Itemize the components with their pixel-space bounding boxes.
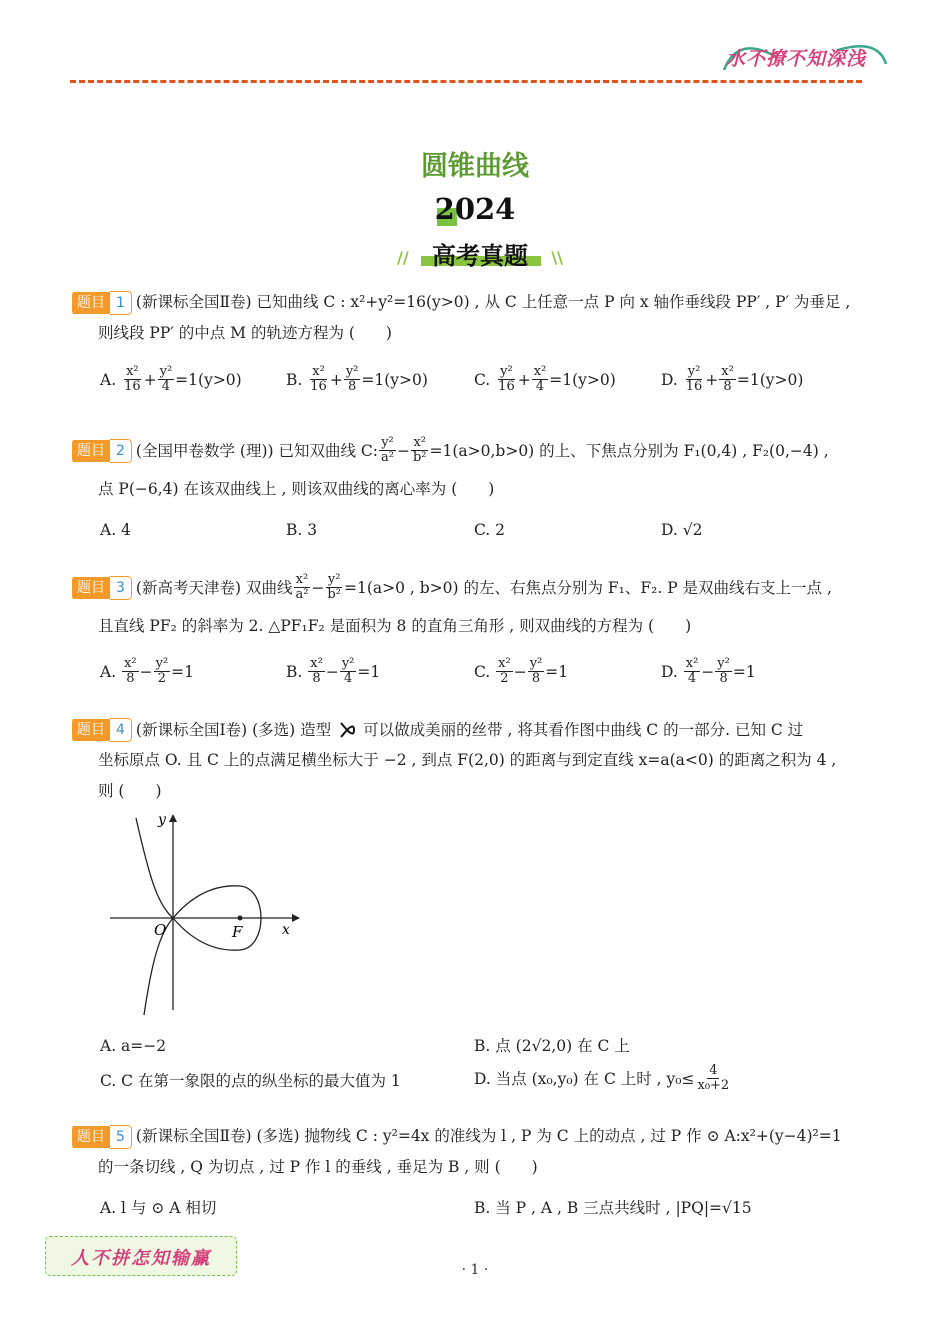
x-axis-arrow-icon: [292, 914, 300, 922]
question-4-line3: 则 ( ): [98, 782, 162, 800]
page-title: 圆锥曲线: [421, 151, 529, 182]
option-a: A. $\frac{\text{x²}}{8}$ − $\frac{\text{y²}}{2}$ =1: [100, 656, 195, 686]
curve-graph: [100, 810, 310, 1020]
fraction: $\frac{\text{y²}}{4}$: [159, 364, 173, 394]
option-b: B. 3: [286, 521, 318, 539]
fraction: $\frac{\text{y²}}{16}$: [498, 364, 515, 394]
question-1-line2: 则线段 PP′ 的中点 M 的轨迹方程为 ( ): [98, 324, 392, 342]
brand-top-text: 水不撩不知深浅: [726, 48, 867, 70]
option-a: A. $\frac{\text{x²}}{16}$ + $\frac{\text{y²}}{4}$ =1(y>0): [100, 364, 242, 394]
option-b: B. 当 P , A , B 三点共线时 , |PQ|=√15: [474, 1199, 752, 1217]
fraction: $\frac{\text{y²}}{16}$: [685, 364, 703, 394]
section-title: 高考真题: [432, 242, 528, 270]
option-d: D. 当点 (x₀,y₀) 在 C 上时 , y₀≤ $\frac{4}{\text{x₀+2}}$: [474, 1063, 730, 1093]
origin-label: O: [154, 921, 167, 939]
brand-top-logo: [718, 40, 893, 80]
fraction: $\frac{\text{x²}}{16}$: [310, 364, 327, 394]
fraction: $\frac{\text{y²}}{4}$: [341, 656, 355, 686]
question-badge: 题目 3: [72, 576, 132, 600]
y-axis-label: y: [158, 812, 166, 828]
focus-point: [238, 916, 243, 921]
question-2-text-cont: =1(a>0,b>0) 的上、下焦点分别为 F₁(0,4) , F₂(0,−4) ,: [429, 441, 829, 460]
y-axis-arrow-icon: [169, 814, 177, 822]
option-c: C. $\frac{\text{x²}}{2}$ − $\frac{\text{y²}}{8}$ =1: [474, 656, 569, 686]
option-c: C. $\frac{\text{y²}}{16}$ + $\frac{\text{x²}}{4}$ =1(y>0): [474, 364, 616, 394]
question-badge: 题目 2: [72, 439, 132, 463]
fraction: $\frac{\text{x²}}{4}$: [685, 656, 699, 686]
fraction: $\frac{\text{y²}}{8}$: [717, 656, 730, 686]
fraction: $\frac{\text{x²}}{8}$: [310, 656, 323, 686]
question-5-line2: 的一条切线 , Q 为切点 , 过 P 作 l 的垂线 , 垂足为 B , 则 ( ): [98, 1158, 538, 1176]
question-5-text: (新课标全国Ⅱ卷) (多选) 抛物线 C : y²=4x 的准线为 l , P 为 C 上的动点 , 过 P 作 ⊙ A:x²+(y−4)²=1: [135, 1127, 842, 1145]
question-3: 题目 3 (新高考天津卷) 双曲线 $\frac{\text{x²}}{\text{a²}}$ − $\frac{\text{y²}}{\text{b²}}$ =1(a>0 , b>0) 的左、右焦点分别为 F₁、F₂. P 是双曲线右支上一点 ,: [72, 573, 832, 602]
question-5: [72, 1125, 842, 1149]
question-1: [72, 291, 850, 315]
ribbon-icon: [337, 721, 357, 739]
slash-decoration-icon: //: [397, 248, 409, 267]
fraction: $\frac{\text{x²}}{\text{a²}}$: [295, 572, 309, 602]
option-b: B. 点 (2√2,0) 在 C 上: [474, 1037, 630, 1055]
option-d: D. $\frac{\text{x²}}{4}$ − $\frac{\text{y²}}{8}$ =1: [661, 656, 756, 686]
question-1-text: (新课标全国Ⅱ卷) 已知曲线 C : x²+y²=16(y>0) , 从 C 上任意一点 P 向 x 轴作垂线段 PP′ , P′ 为垂足 ,: [135, 293, 851, 311]
page-number: · 1 ·: [461, 1262, 489, 1278]
question-2-line2: 点 P(−6,4) 在该双曲线上 , 则该双曲线的离心率为 ( ): [98, 480, 495, 498]
option-c: C. 2: [474, 521, 506, 539]
option-b: B. $\frac{\text{x²}}{8}$ − $\frac{\text{y²}}{4}$ =1: [286, 656, 381, 686]
section-heading: [395, 236, 565, 272]
question-3-text: (新高考天津卷) 双曲线: [135, 578, 293, 597]
fraction: $\frac{4}{\text{x₀+2}}$: [697, 1063, 730, 1093]
fraction: $\frac{\text{y²}}{8}$: [529, 656, 543, 686]
fraction: $\frac{\text{x²}}{2}$: [498, 656, 511, 686]
question-4-line2: 坐标原点 O. 且 C 上的点满足横坐标大于 −2 , 到点 F(2,0) 的距离与到定直线 x=a(a<0) 的距离之积为 4 ,: [98, 751, 837, 769]
option-a: A. a=−2: [100, 1037, 167, 1055]
option-d: D. $\frac{\text{y²}}{16}$ + $\frac{\text{x²}}{8}$ =1(y>0): [661, 364, 804, 394]
fraction: $\frac{\text{y²}}{\text{b²}}$: [327, 572, 341, 602]
fraction: $\frac{\text{x²}}{\text{b²}}$: [412, 435, 427, 465]
option-c: C. C 在第一象限的点的纵坐标的最大值为 1: [100, 1072, 401, 1090]
fraction: $\frac{\text{y²}}{2}$: [155, 656, 169, 686]
header-divider: [70, 80, 862, 83]
fraction: $\frac{\text{x²}}{16}$: [124, 364, 141, 394]
fraction: $\frac{\text{y²}}{\text{a²}}$: [380, 435, 394, 465]
question-4-text: (新课标全国Ⅰ卷) (多选) 造型: [135, 721, 332, 739]
option-d: D. √2: [661, 521, 703, 539]
question-2: 题目 2 (全国甲卷数学 (理)) 已知双曲线 C: $\frac{\text{y²}}{\text{a²}}$ − $\frac{\text{x²}}{\text{b²}}$ =1(a>0,b>0) 的上、下焦点分别为 F₁(0,4) , F₂(0,−4) ,: [72, 436, 829, 465]
focus-label: F: [232, 923, 243, 941]
question-badge: 题目 5: [72, 1125, 132, 1149]
option-a: A. 4: [100, 521, 131, 539]
option-a: A. l 与 ⊙ A 相切: [100, 1199, 217, 1217]
question-2-text: (全国甲卷数学 (理)) 已知双曲线 C:: [135, 441, 378, 460]
x-axis-label: x: [282, 922, 290, 938]
question-badge: 题目 4: [72, 718, 132, 742]
question-4: [72, 718, 803, 742]
fraction: $\frac{\text{y²}}{8}$: [345, 364, 359, 394]
footer-brand-text: 人不拼怎知输赢: [71, 1248, 211, 1269]
fraction: $\frac{\text{x²}}{8}$: [721, 364, 734, 394]
question-4-text-cont: 可以做成美丽的丝带 , 将其看作图中曲线 C 的一部分. 已知 C 过: [363, 721, 804, 739]
fraction: $\frac{\text{x²}}{8}$: [124, 656, 137, 686]
curve-c: [136, 818, 261, 1015]
question-3-line2: 且直线 PF₂ 的斜率为 2. △PF₁F₂ 是面积为 8 的直角三角形 , 则双曲线的方程为 ( ): [98, 617, 692, 635]
year-heading: 2024: [434, 192, 516, 226]
question-3-text-cont: =1(a>0 , b>0) 的左、右焦点分别为 F₁、F₂. P 是双曲线右支上一点 ,: [343, 578, 832, 597]
option-b: B. $\frac{\text{x²}}{16}$ + $\frac{\text{y²}}{8}$ =1(y>0): [286, 364, 428, 394]
fraction: $\frac{\text{x²}}{4}$: [533, 364, 547, 394]
slash-decoration-icon: \\: [551, 248, 563, 267]
question-badge: 题目 1: [72, 291, 132, 315]
